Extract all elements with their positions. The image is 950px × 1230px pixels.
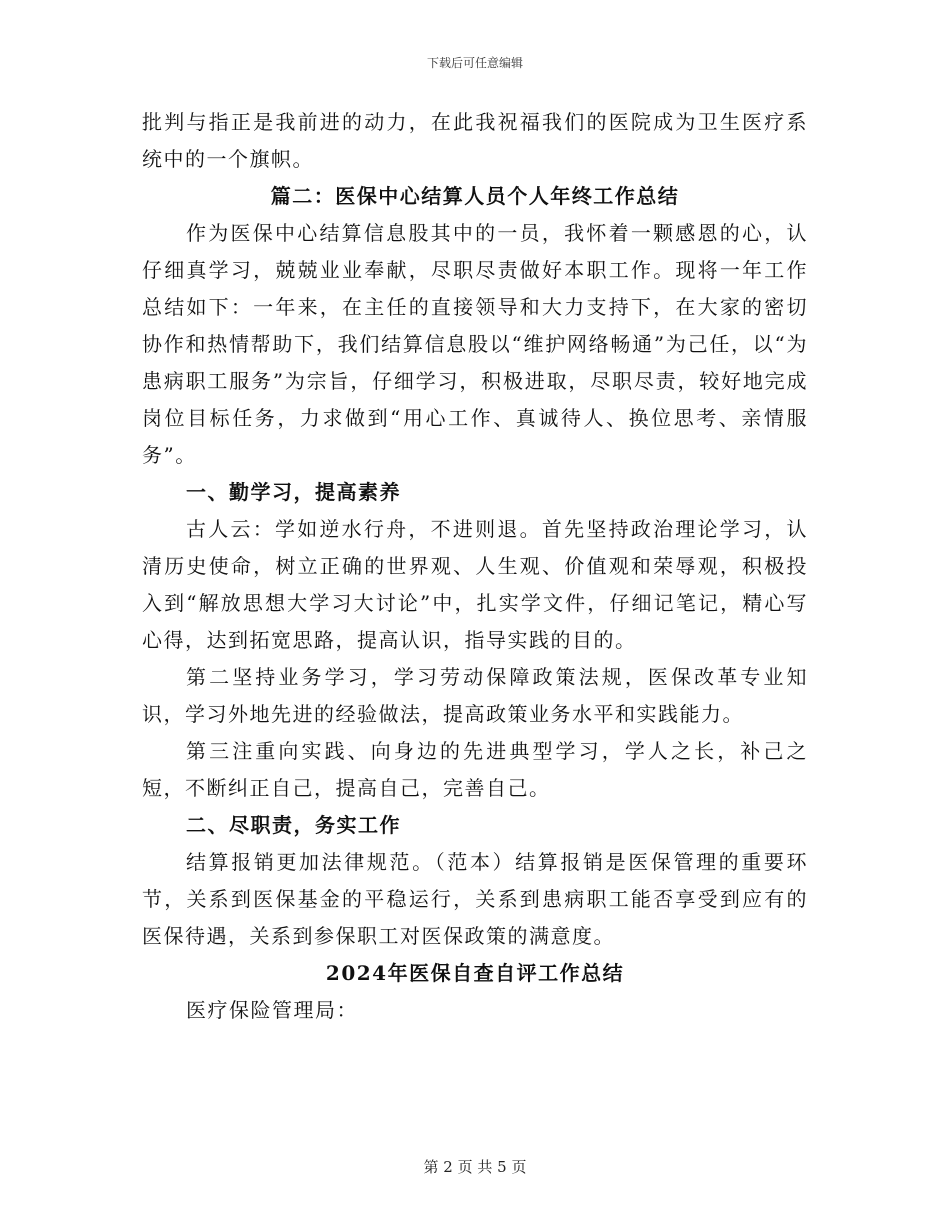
document-body [142, 104, 808, 1029]
paragraph-3: 古人云：学如逆水行舟，不进则退。首先坚持政治理论学习，认清历史使命，树立正确的世界观、人生观、价值观和荣辱观，积极投入到“解放思想大学习大讨论”中，扎实学文件，仔细记笔记，精心写心得，达到拓宽思路，提高认识，指导实践的目的。 [142, 517, 808, 652]
paragraph-1: 批判与指正是我前进的动力，在此我祝福我们的医院成为卫生医疗系统中的一个旗帜。 [142, 110, 808, 171]
section-title-3: 2024年医保自查自评工作总结 [325, 961, 625, 985]
section-title-2: 篇二：医保中心结算人员个人年终工作总结 [270, 184, 680, 208]
paragraph-2: 作为医保中心结算信息股其中的一员，我怀着一颗感恩的心，认仔细真学习，兢兢业业奉献，尽职尽责做好本职工作。现将一年工作总结如下：一年来，在主任的直接领导和大力支持下，在大家的密切协作和热情帮助下，我们结算信息股以“维护网络畅通”为己任，以“为患病职工服务”为宗旨，仔细学习，积极进取，尽职尽责，较好地完成岗位目标任务，力求做到“用心工作、真诚待人、换位思考、亲情服务”。 [142, 221, 808, 467]
page-number: 第 2 页 共 5 页 [423, 1158, 527, 1176]
page-header: 下载后可任意编辑 [426, 56, 523, 70]
heading-duty: 二、尽职责，务实工作 [186, 813, 401, 837]
heading-study: 一、勤学习，提高素养 [186, 480, 401, 504]
paragraph-6: 结算报销更加法律规范。（范本）结算报销是医保管理的重要环节，关系到医保基金的平稳运行，关系到患病职工能否享受到应有的医保待遇，关系到参保职工对医保政策的满意度。 [142, 850, 808, 948]
paragraph-5: 第三注重向实践、向身边的先进典型学习，学人之长，补己之短，不断纠正自己，提高自己，完善自己。 [142, 739, 808, 800]
paragraph-4: 第二坚持业务学习，学习劳动保障政策法规，医保改革专业知识，学习外地先进的经验做法，提高政策业务水平和实践能力。 [142, 665, 808, 726]
paragraph-7: 医疗保险管理局： [186, 998, 358, 1022]
